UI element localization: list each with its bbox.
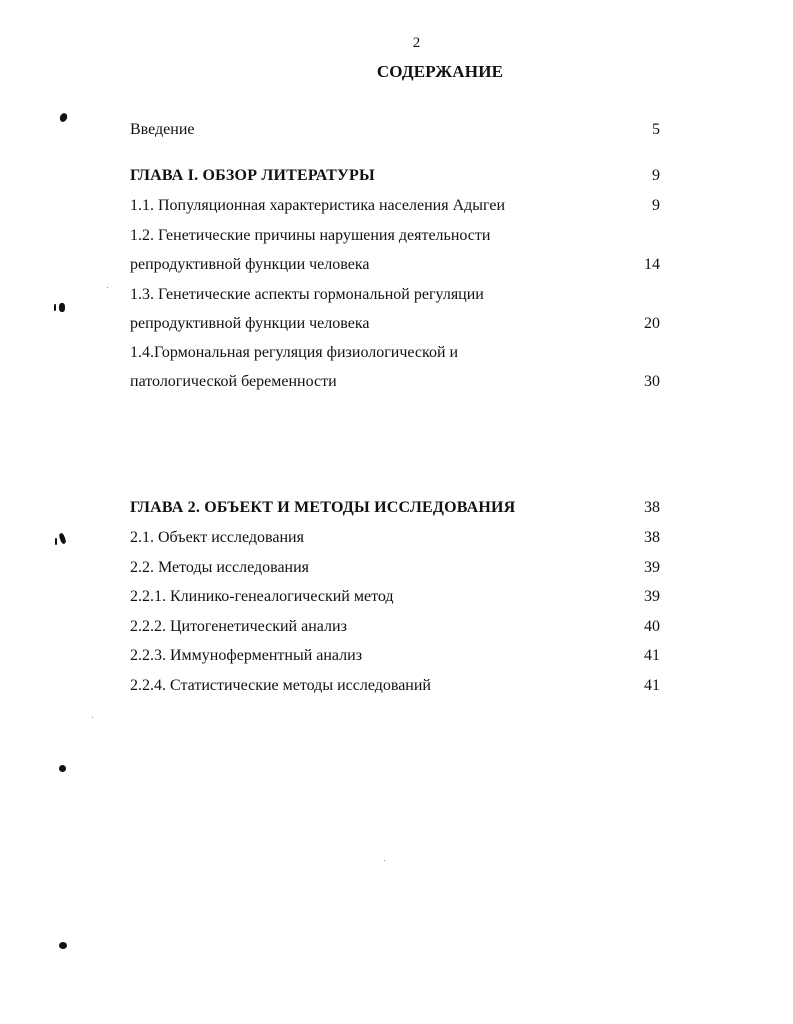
toc-entry-2-2-1[interactable] (130, 586, 660, 608)
toc-entry-page: 39 (644, 559, 660, 576)
toc-chapter-title: ГЛАВА I. ОБЗОР ЛИТЕРАТУРЫ (130, 167, 375, 184)
scan-mark (59, 765, 66, 772)
toc-entry-title: 1.4.Гормональная регуляция физиологической и (130, 344, 459, 361)
toc-chapter-1[interactable] (130, 165, 660, 187)
toc-entry-title: 2.2.1. Клинико-генеалогический метод (130, 588, 394, 605)
toc-entry-2-2-4[interactable] (130, 675, 660, 697)
scan-speck (384, 860, 385, 861)
toc-entry-1-2-line1[interactable] (130, 225, 660, 247)
toc-entry-page: 38 (644, 499, 660, 516)
scan-mark (59, 303, 65, 312)
toc-entry-page: 9 (652, 197, 660, 214)
toc-entry-title: 2.2.3. Иммуноферментный анализ (130, 647, 363, 664)
toc-chapter-2[interactable] (130, 497, 660, 519)
toc-entry-page: 5 (652, 121, 660, 138)
page-number: 2 (412, 35, 421, 51)
toc-entry-1-3-line2[interactable] (130, 313, 660, 335)
toc-entry-title: Введение (130, 121, 195, 138)
toc-entry-1-2-line2[interactable] (130, 254, 660, 276)
toc-entry-page: 38 (644, 529, 660, 546)
scan-speck (92, 717, 93, 718)
scan-speck (107, 287, 108, 288)
scan-mark (59, 942, 67, 949)
toc-entry-title: репродуктивной функции человека (130, 315, 370, 332)
scan-mark (58, 112, 68, 123)
toc-entry-introduction[interactable] (130, 119, 660, 141)
toc-entry-1-4-line1[interactable] (130, 342, 660, 364)
scan-mark (55, 538, 57, 545)
toc-entry-page: 39 (644, 588, 660, 605)
toc-entry-title: патологической беременности (130, 373, 337, 390)
page-title: СОДЕРЖАНИЕ (376, 62, 504, 81)
toc-entry-page: 30 (644, 373, 660, 390)
toc-entry-title: 2.2.2. Цитогенетический анализ (130, 618, 347, 635)
toc-entry-2-2[interactable] (130, 557, 660, 579)
toc-entry-page: 40 (644, 618, 660, 635)
toc-entry-title: 1.3. Генетические аспекты гормональной регуляции (130, 286, 484, 303)
scan-mark (58, 532, 66, 544)
toc-entry-title: 1.2. Генетические причины нарушения деятельности (130, 227, 491, 244)
toc-entry-title: репродуктивной функции человека (130, 256, 370, 273)
toc-entry-title: 2.2.4. Статистические методы исследований (130, 677, 431, 694)
toc-entry-1-4-line2[interactable] (130, 371, 660, 393)
toc-entry-page: 41 (644, 647, 660, 664)
toc-entry-2-1[interactable] (130, 527, 660, 549)
scan-mark (54, 304, 56, 311)
toc-entry-page: 41 (644, 677, 660, 694)
toc-entry-page: 9 (652, 167, 660, 184)
toc-entry-1-1[interactable] (130, 195, 660, 217)
toc-entry-title: 1.1. Популяционная характеристика населения Адыгеи (130, 197, 506, 214)
toc-entry-page: 20 (644, 315, 660, 332)
toc-entry-title: 2.1. Объект исследования (130, 529, 304, 546)
toc-entry-2-2-3[interactable] (130, 645, 660, 667)
toc-chapter-title: ГЛАВА 2. ОБЪЕКТ И МЕТОДЫ ИССЛЕДОВАНИЯ (130, 499, 516, 516)
toc-entry-2-2-2[interactable] (130, 616, 660, 638)
toc-entry-1-3-line1[interactable] (130, 284, 660, 306)
toc-entry-page: 14 (644, 256, 660, 273)
toc-entry-title: 2.2. Методы исследования (130, 559, 310, 576)
